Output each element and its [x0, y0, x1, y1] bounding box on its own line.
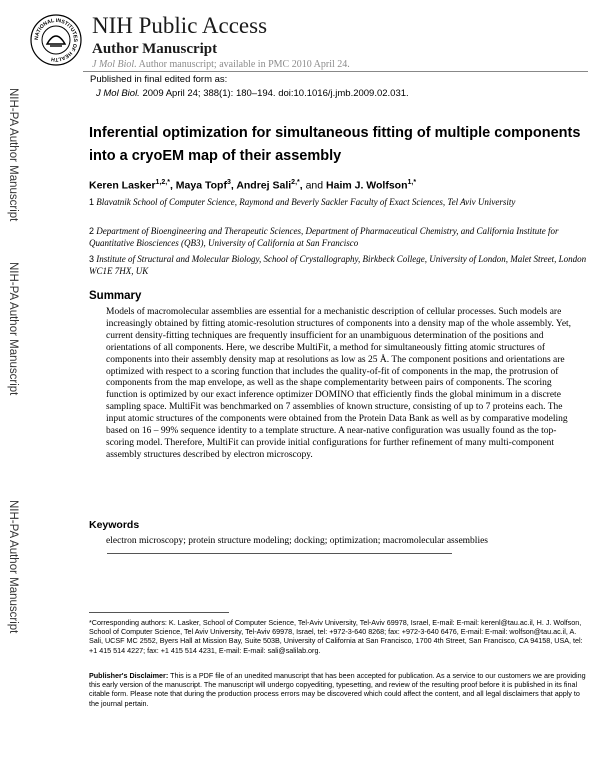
- affiliation-number: 3: [89, 254, 95, 264]
- nih-public-access-title: NIH Public Access: [92, 13, 268, 38]
- nih-seal-logo: [30, 14, 82, 66]
- citation: [96, 88, 409, 99]
- author-affiliation-marker: 3: [226, 179, 231, 186]
- disclaimer-text: This is a PDF file of an unedited manuscript that has been accepted for publication. As a service to our customers we are providing this early version of the manuscript. The manuscript will undergo copyediting, typesetting, and review of the resulting proof before it is published in its final citable form. Please note that during the production process errors may be discovered which could affect the content, and all legal disclaimers that apply to the journal pertain.: [89, 671, 586, 708]
- availability-note: [92, 59, 350, 70]
- affiliation: [89, 196, 589, 208]
- seal-text: NATIONAL INSTITUTES OF HEALTH: [33, 17, 79, 63]
- author-separator: ,: [169, 179, 176, 192]
- availability-text: Author manuscript; available in PMC 2010 April 24.: [136, 59, 350, 70]
- affiliation-number: 1: [89, 197, 95, 207]
- affiliation-text: Department of Bioengineering and Therapeutic Sciences, Department of Pharmaceutical Chemistry, and California Institute for Quantitative Biosciences (QB3), University of California at San Francisco: [89, 226, 559, 248]
- disclaimer-label: Publisher's Disclaimer:: [89, 671, 169, 680]
- summary-text: Models of macromolecular assemblies are essential for a mechanistic description of cellular processes. Such models are increasingly obtained by fitting atomic-resolution structures of components into a density map of the whole assembly. Yet, current density-fitting techniques are frequently insufficient for an unambiguous determination of the positions and orientations of all components. Here, we describe MultiFit, a method for simultaneously fitting atomic structures of components into their assembly density map at resolutions as low as 25 Å. The component positions and orientations are optimized with respect to a scoring function that includes the quality-of-fit of components in the map, the protrusion of components from the map envelope, as well as the shape complementarity between pairs of components. The scoring function is optimized by our exact inference optimizer DOMINO that efficiently finds the global minimum in a discrete sampling space. MultiFit was benchmarked on 7 assemblies of known structure, consisting of up to 7 proteins each. The input atomic structures of the components were obtained from the Protein Data Bank as well as by comparative modeling based on 16 – 99% sequence identity to a template structure. A near-native configuration was usually found as the top-scoring model. Therefore, MultiFit can provide initial configurations for further refinement of many multi-component assembly structures described by electron microscopy.: [106, 307, 572, 460]
- author-separator: ,: [230, 179, 237, 192]
- publisher-disclaimer: [89, 671, 589, 708]
- author-list: [89, 179, 416, 192]
- author-affiliation-marker: 1,*: [407, 179, 417, 186]
- keywords-text: electron microscopy; protein structure modeling; docking; optimization; macromolecular assemblies: [106, 536, 489, 546]
- author-name: Haim J. Wolfson: [326, 179, 408, 192]
- article-title: Inferential optimization for simultaneous fitting of multiple components into a cryoEM map of their assembly: [89, 125, 581, 164]
- author-separator: ,: [299, 179, 306, 192]
- author-and: and: [305, 179, 324, 192]
- header-divider: [83, 71, 588, 72]
- keywords-heading: Keywords: [89, 519, 140, 531]
- published-in-label: Published in final edited form as:: [90, 74, 228, 85]
- keywords-divider: [107, 553, 452, 554]
- author-affiliation-marker: 2,*: [291, 179, 300, 186]
- corresponding-authors-footnote: *Corresponding authors: K. Lasker, School of Computer Science, Tel-Aviv University, Tel-Aviv 69978, Israel, E-mail: E-mail: kerenl@tau.ac.il, H. J. Wolfson, School of Computer Science, Tel Aviv University, Tel-Aviv 69978, Israel, tel: +972-3-640 8268; fax: +972-3-640 6476, E-mail: E-mail: wolfson@tau.ac.il, A. Sali, UCSF MC 2552, Byers Hall at Mission Bay, Suite 503B, University of California at San Francisco, 1700 4th Street, San Francisco, CA 94158, USA, tel: +1 415 514 4227; fax: +1 415 514 4231, E-mail: E-mail: sali@salilab.org.: [89, 618, 583, 655]
- availability-journal: J Mol Biol.: [92, 59, 137, 70]
- side-label-top: NIH-PA Author Manuscript: [7, 88, 19, 222]
- author-name: Maya Topf: [175, 179, 227, 192]
- author-manuscript-label: Author Manuscript: [92, 41, 218, 57]
- author-name: Keren Lasker: [89, 179, 156, 192]
- affiliation: [89, 253, 589, 277]
- affiliation-text: Blavatnik School of Computer Science, Raymond and Beverly Sackler Faculty of Exact Sciences, Tel Aviv University: [96, 197, 516, 207]
- side-label-middle: NIH-PA Author Manuscript: [7, 262, 19, 396]
- affiliation-number: 2: [89, 226, 95, 236]
- side-label-bottom: NIH-PA Author Manuscript: [7, 500, 19, 634]
- summary-heading: Summary: [89, 290, 142, 302]
- footnote-divider: [89, 612, 229, 613]
- affiliation: [89, 225, 589, 249]
- author-name: Andrej Sali: [236, 179, 292, 192]
- affiliation-text: Institute of Structural and Molecular Biology, School of Crystallography, Birkbeck College, University of London, Malet Street, London WC1E 7HX, UK: [89, 254, 587, 276]
- citation-journal: J Mol Biol.: [96, 88, 140, 99]
- author-affiliation-marker: 1,2,*: [155, 179, 170, 186]
- citation-details: 2009 April 24; 388(1): 180–194. doi:10.1016/j.jmb.2009.02.031.: [139, 88, 409, 99]
